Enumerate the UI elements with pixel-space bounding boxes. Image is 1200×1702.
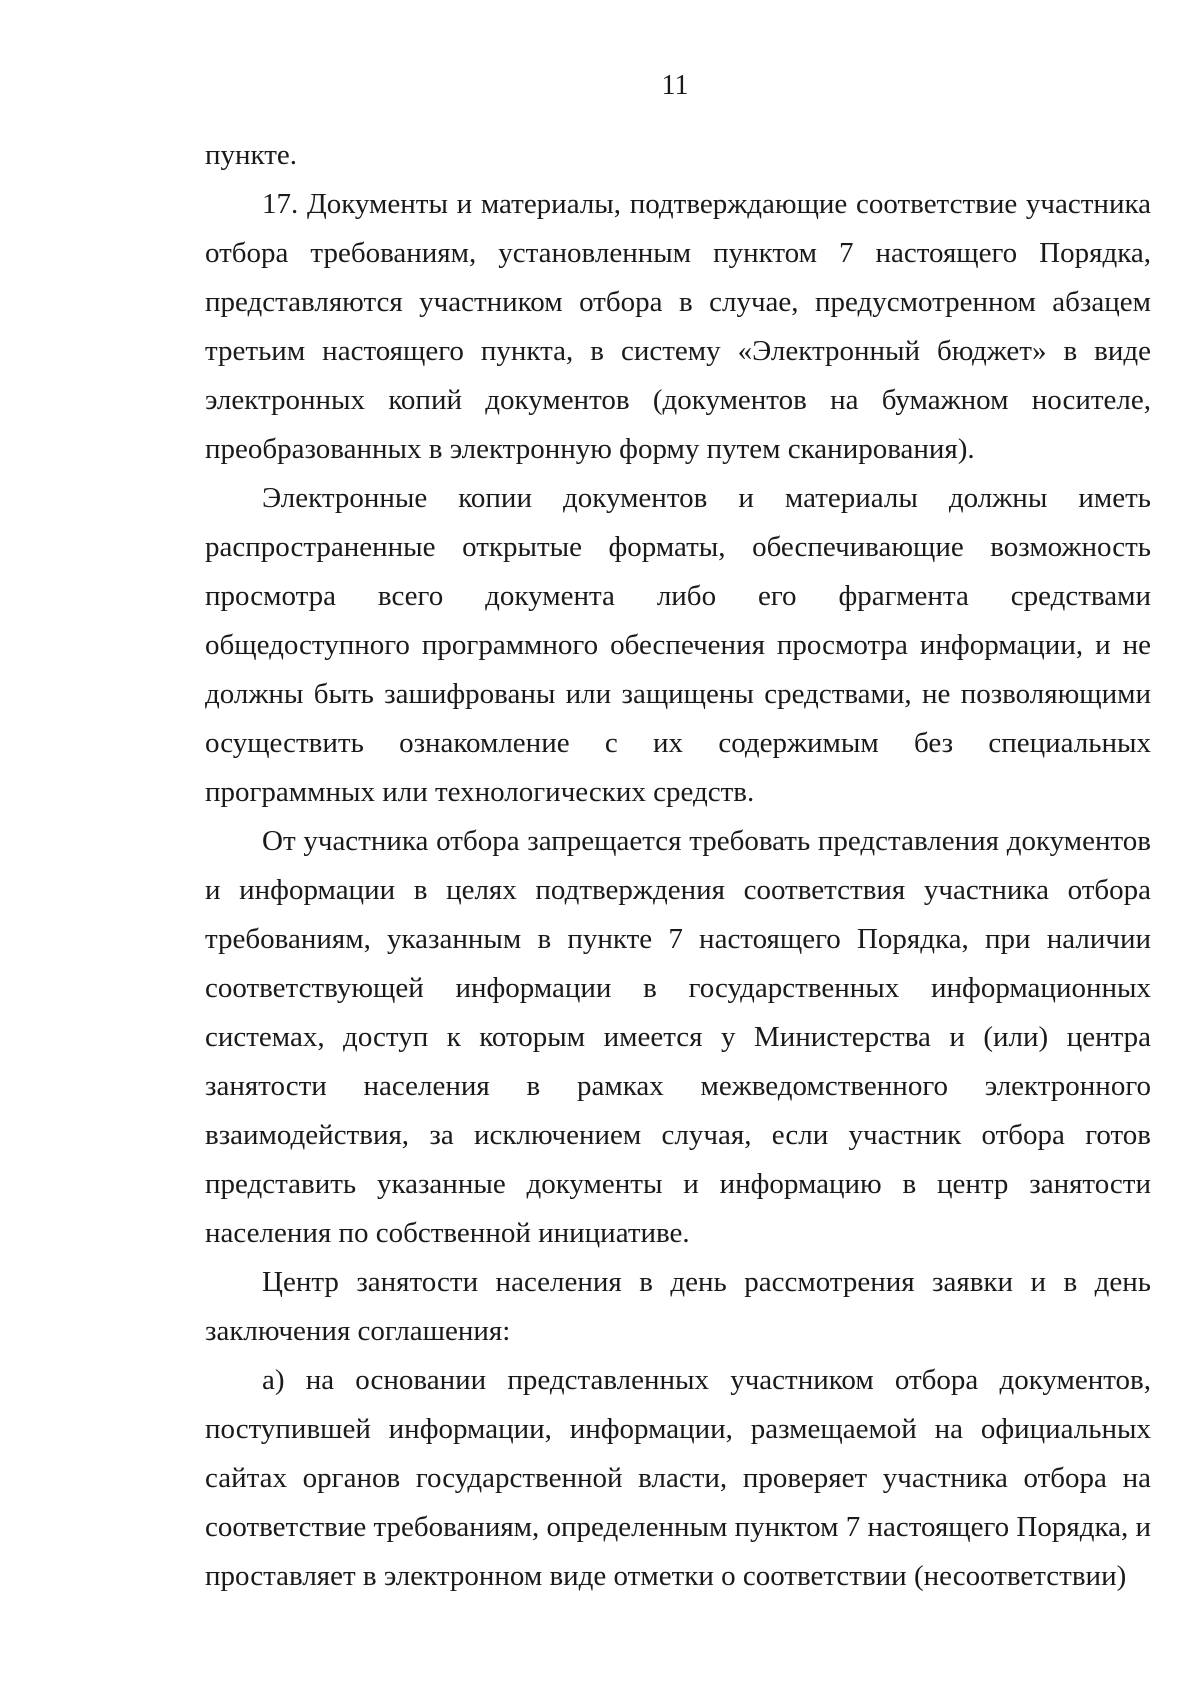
- page-number: 11: [661, 70, 689, 101]
- paragraph-prohibition: От участника отбора запрещается требовать представления документов и информации в целях подтверждения соответствия участника отбора требованиям, указанным в пункте 7 настоящего Порядка, при наличии соответствующей информации в государственных информационных системах, доступ к которым имеется у Министерства и (или) центра занятости населения в рамках межведомственного электронного взаимодействия, за исключением случая, если участник отбора готов представить указанные документы и информацию в центр занятости населения по собственной инициативе.: [205, 825, 1151, 1249]
- paragraph-electronic-copies: Электронные копии документов и материалы должны иметь распространенные открытые форматы, обеспечивающие возможность просмотра всего документа либо его фрагмента средствами общедоступного программного обеспечения просмотра информации, и не должны быть зашифрованы или защищены средствами, не позволяющими осуществить ознакомление с их содержимым без специальных программных или технологических средств.: [205, 482, 1151, 808]
- paragraph-item-17: 17. Документы и материалы, подтверждающие соответствие участника отбора требованиям, установленным пунктом 7 настоящего Порядка, представляются участником отбора в случае, предусмотренном абзацем третьим настоящего пункта, в систему «Электронный бюджет» в виде электронных копий документов (документов на бумажном носителе, преобразованных в электронную форму путем сканирования).: [205, 188, 1151, 465]
- document-body: [205, 131, 1151, 1601]
- paragraph-subitem-a: а) на основании представленных участником отбора документов, поступившей информации, информации, размещаемой на официальных сайтах органов государственной власти, проверяет участника отбора на соответствие требованиям, определенным пунктом 7 настоящего Порядка, и проставляет в электронном виде отметки о соответствии (несоответствии): [205, 1364, 1152, 1592]
- paragraph-employment-center: Центр занятости населения в день рассмотрения заявки и в день заключения соглашения:: [205, 1266, 1151, 1347]
- paragraph-continuation: пункте.: [205, 139, 298, 171]
